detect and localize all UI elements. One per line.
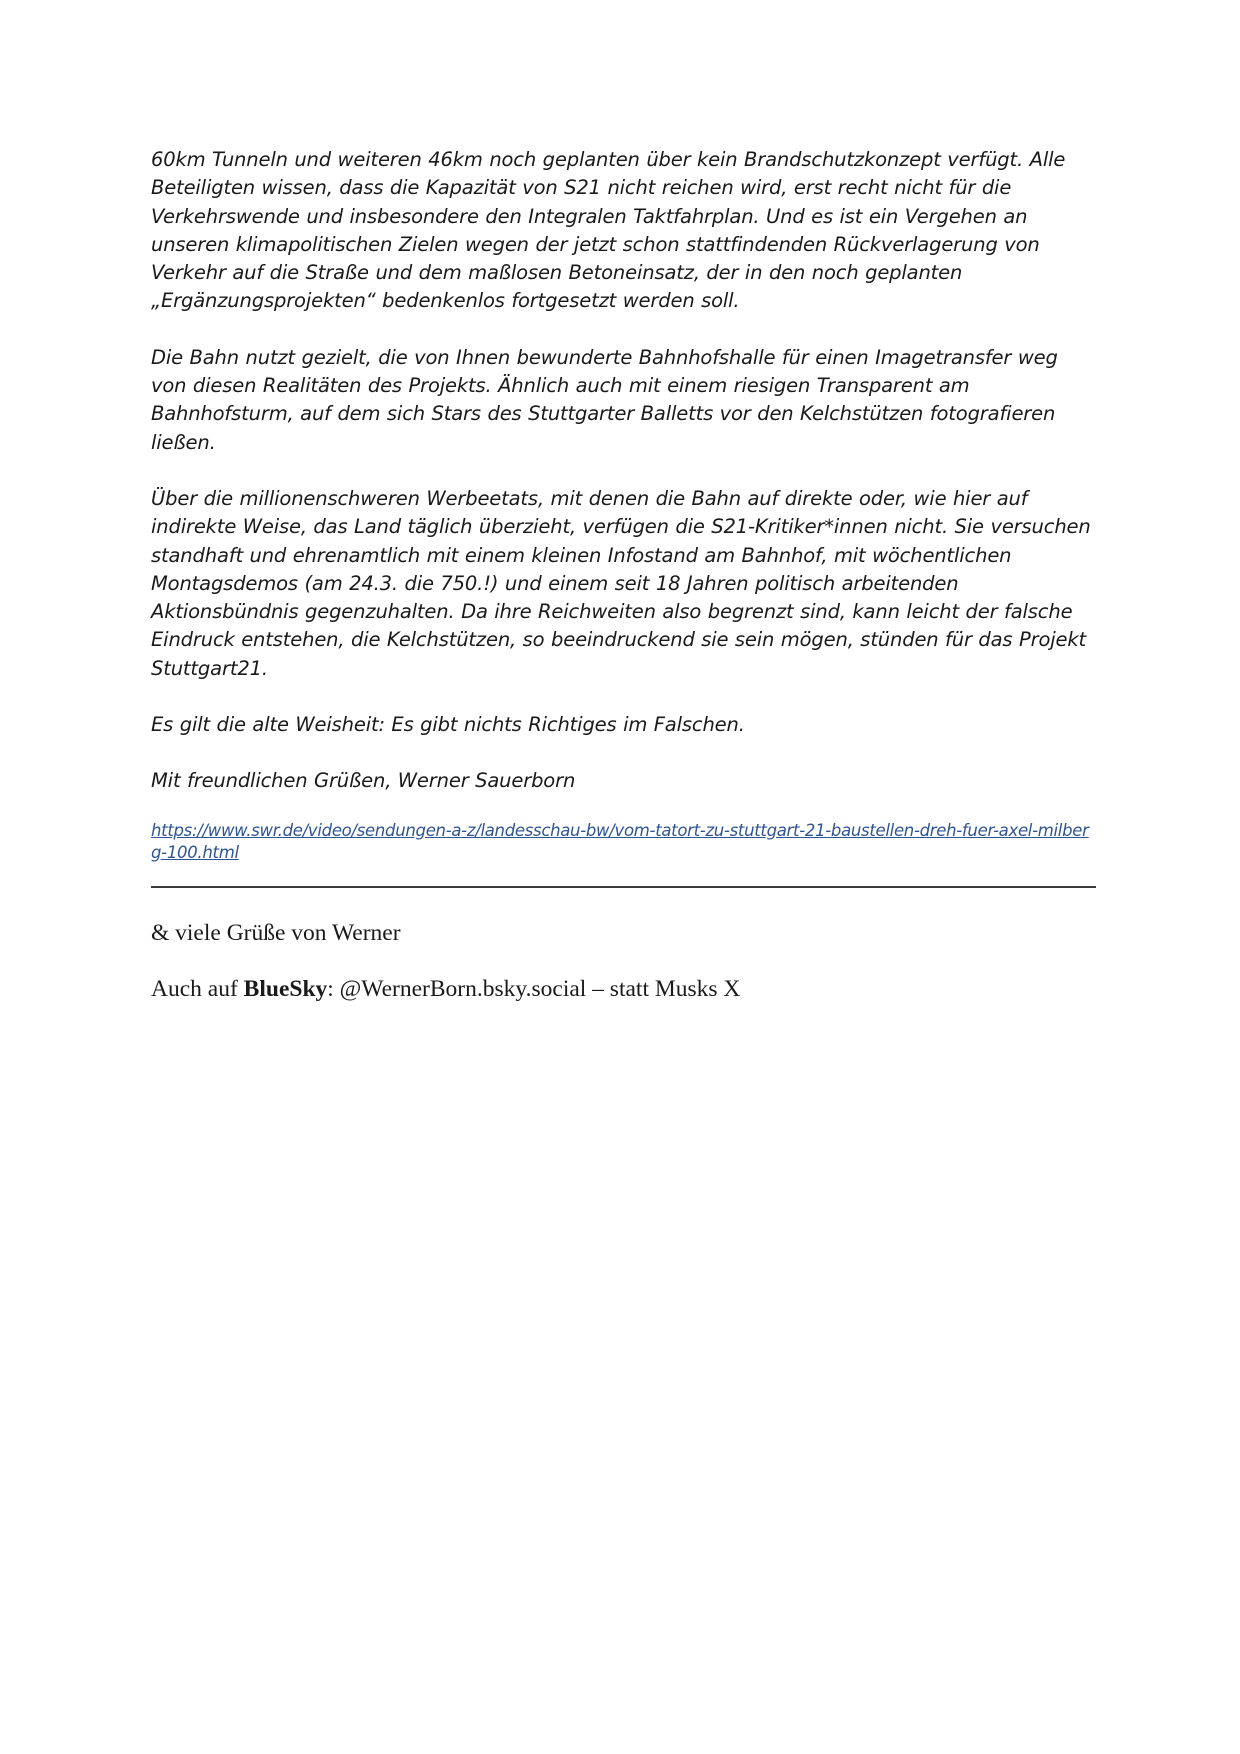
- letter-closing: Mit freundlichen Grüßen, Werner Sauerborn: [151, 769, 576, 793]
- letter-paragraph-2: Die Bahn nutzt gezielt, die von Ihnen bewunderte Bahnhofshalle für einen Imagetransfer weg von diesen Realitäten des Projekts. Ähnlich auch mit einem riesigen Transparent am Bahnhofsturm, auf dem sich Stars des Stuttgarter Balletts vor den Kelchstützen fotografieren ließen.: [151, 345, 1058, 454]
- bluesky-line: [151, 974, 1096, 1004]
- signature-greeting: & viele Grüße von Werner: [151, 919, 401, 946]
- bluesky-platform: BlueSky: [243, 975, 328, 1002]
- letter-paragraph-3: Über die millionenschweren Werbeetats, mit denen die Bahn auf direkte oder, wie hier auf indirekte Weise, das Land täglich überzieht, verfügen die S21-Kritiker*innen nicht. Sie versuchen standhaft und ehrenamtlich mit einem kleinen Infostand am Bahnhof, mit wöchentlichen Montagsdemos (am 24.3. die 750.!) und einem seit 18 Jahren politisch arbeitenden Aktionsbündnis gegenzuhalten. Da ihre Reichweiten also begrenzt sind, kann leicht der falsche Eindruck entstehen, die Kelchstützen, so beeindruckend sie sein mögen, stünden für das Projekt Stuttgart21.: [151, 486, 1091, 680]
- bluesky-handle: : @WernerBorn.bsky.social – statt Musks X: [327, 975, 741, 1002]
- swr-video-link[interactable]: https://www.swr.de/video/sendungen-a-z/landesschau-bw/vom-tatort-zu-stuttgart-21-baustellen-dreh-fuer-axel-milberg-100.html: [151, 820, 1089, 862]
- letter-paragraph-1: 60km Tunneln und weiteren 46km noch geplanten über kein Brandschutzkonzept verfügt. Alle Beteiligten wissen, dass die Kapazität von S21 nicht reichen wird, erst recht nicht für die Verkehrswende und insbesondere den Integralen Taktfahrplan. Und es ist ein Vergehen an unseren klimapolitischen Zielen wegen der jetzt schon stattfindenden Rückverlagerung von Verkehr auf die Straße und dem maßlosen Betoneinsatz, der in den noch geplanten „Ergänzungsprojekten“ bedenkenlos fortgesetzt werden soll.: [151, 148, 1066, 313]
- document-page: [151, 146, 1096, 1004]
- letter-paragraph-4: Es gilt die alte Weisheit: Es gibt nichts Richtiges im Falschen.: [151, 713, 745, 737]
- bluesky-prefix: Auch auf: [151, 975, 244, 1002]
- horizontal-divider: [151, 886, 1096, 888]
